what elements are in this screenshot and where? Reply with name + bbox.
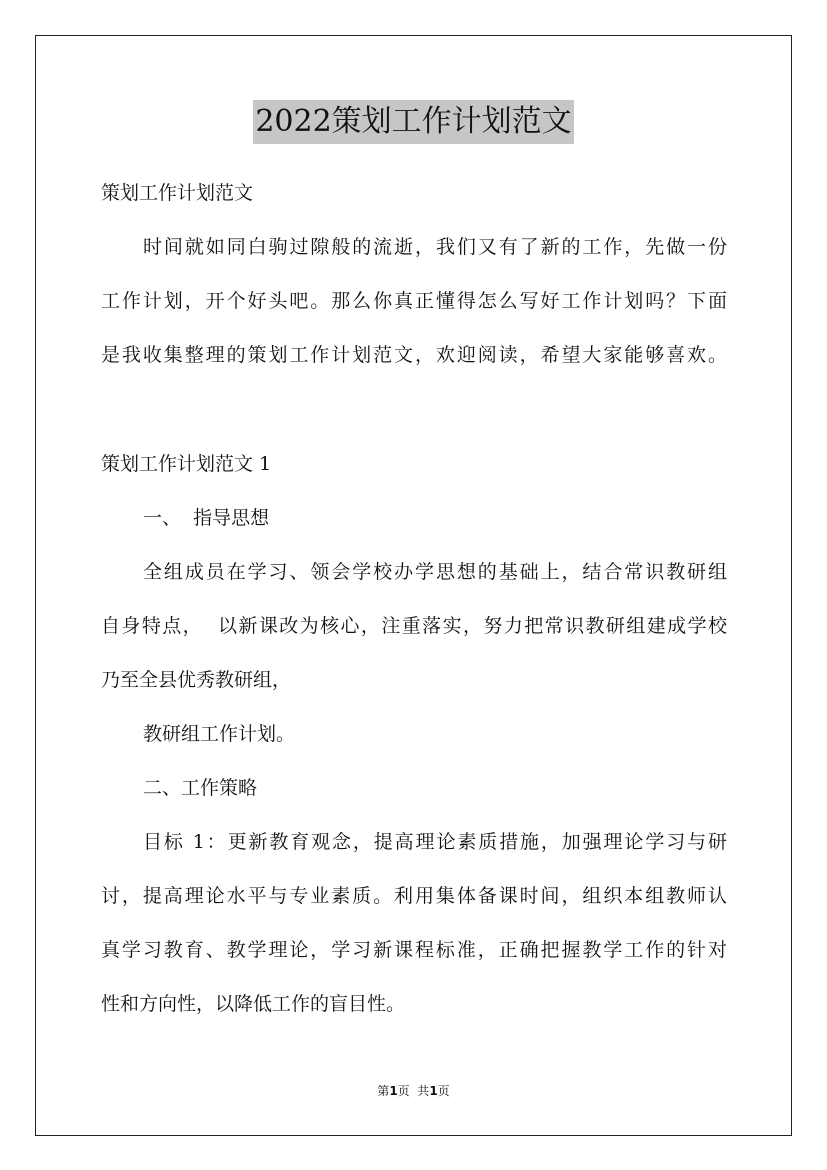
footer-mid: 页 共 bbox=[397, 1084, 430, 1098]
document-title: 2022策划工作计划范文 bbox=[253, 100, 573, 144]
intro-line-2: 工作计划，开个好头吧。那么你真正懂得怎么写好工作计划吗？下面 bbox=[101, 290, 727, 312]
footer-prefix: 第 bbox=[377, 1084, 390, 1098]
part2-line-3: 真学习教育、教学理论，学习新课程标准，正确把握教学工作的针对 bbox=[101, 939, 727, 961]
part2-line-2: 讨，提高理论水平与专业素质。利用集体备课时间，组织本组教师认 bbox=[101, 885, 727, 907]
footer-suffix: 页 bbox=[437, 1084, 450, 1098]
part1-note: 教研组工作计划。 bbox=[143, 723, 296, 745]
part1-heading: 一、 指导思想 bbox=[143, 507, 270, 529]
part2-line-1: 目标 1：更新教育观念，提高理论素质措施，加强理论学习与研 bbox=[143, 831, 727, 853]
page-footer bbox=[0, 1082, 827, 1100]
intro-line-3: 是我收集整理的策划工作计划范文，欢迎阅读，希望大家能够喜欢。 bbox=[101, 344, 727, 366]
part1-line-3: 乃至全县优秀教研组， bbox=[101, 669, 292, 691]
footer-page-number: 1 bbox=[389, 1084, 398, 1098]
part1-line-1: 全组成员在学习、领会学校办学思想的基础上，结合常识教研组 bbox=[143, 561, 727, 583]
part1-line-2: 自身特点， 以新课改为核心，注重落实，努力把常识教研组建成学校 bbox=[101, 615, 727, 637]
footer-page-total: 1 bbox=[429, 1084, 438, 1098]
document-subtitle: 策划工作计划范文 bbox=[101, 182, 254, 204]
title-container bbox=[0, 100, 827, 144]
intro-line-1: 时间就如同白驹过隙般的流逝，我们又有了新的工作，先做一份 bbox=[143, 236, 727, 258]
part2-heading: 二、工作策略 bbox=[143, 777, 258, 799]
part2-line-4: 性和方向性，以降低工作的盲目性。 bbox=[101, 993, 406, 1015]
section-heading: 策划工作计划范文 1 bbox=[101, 453, 272, 475]
